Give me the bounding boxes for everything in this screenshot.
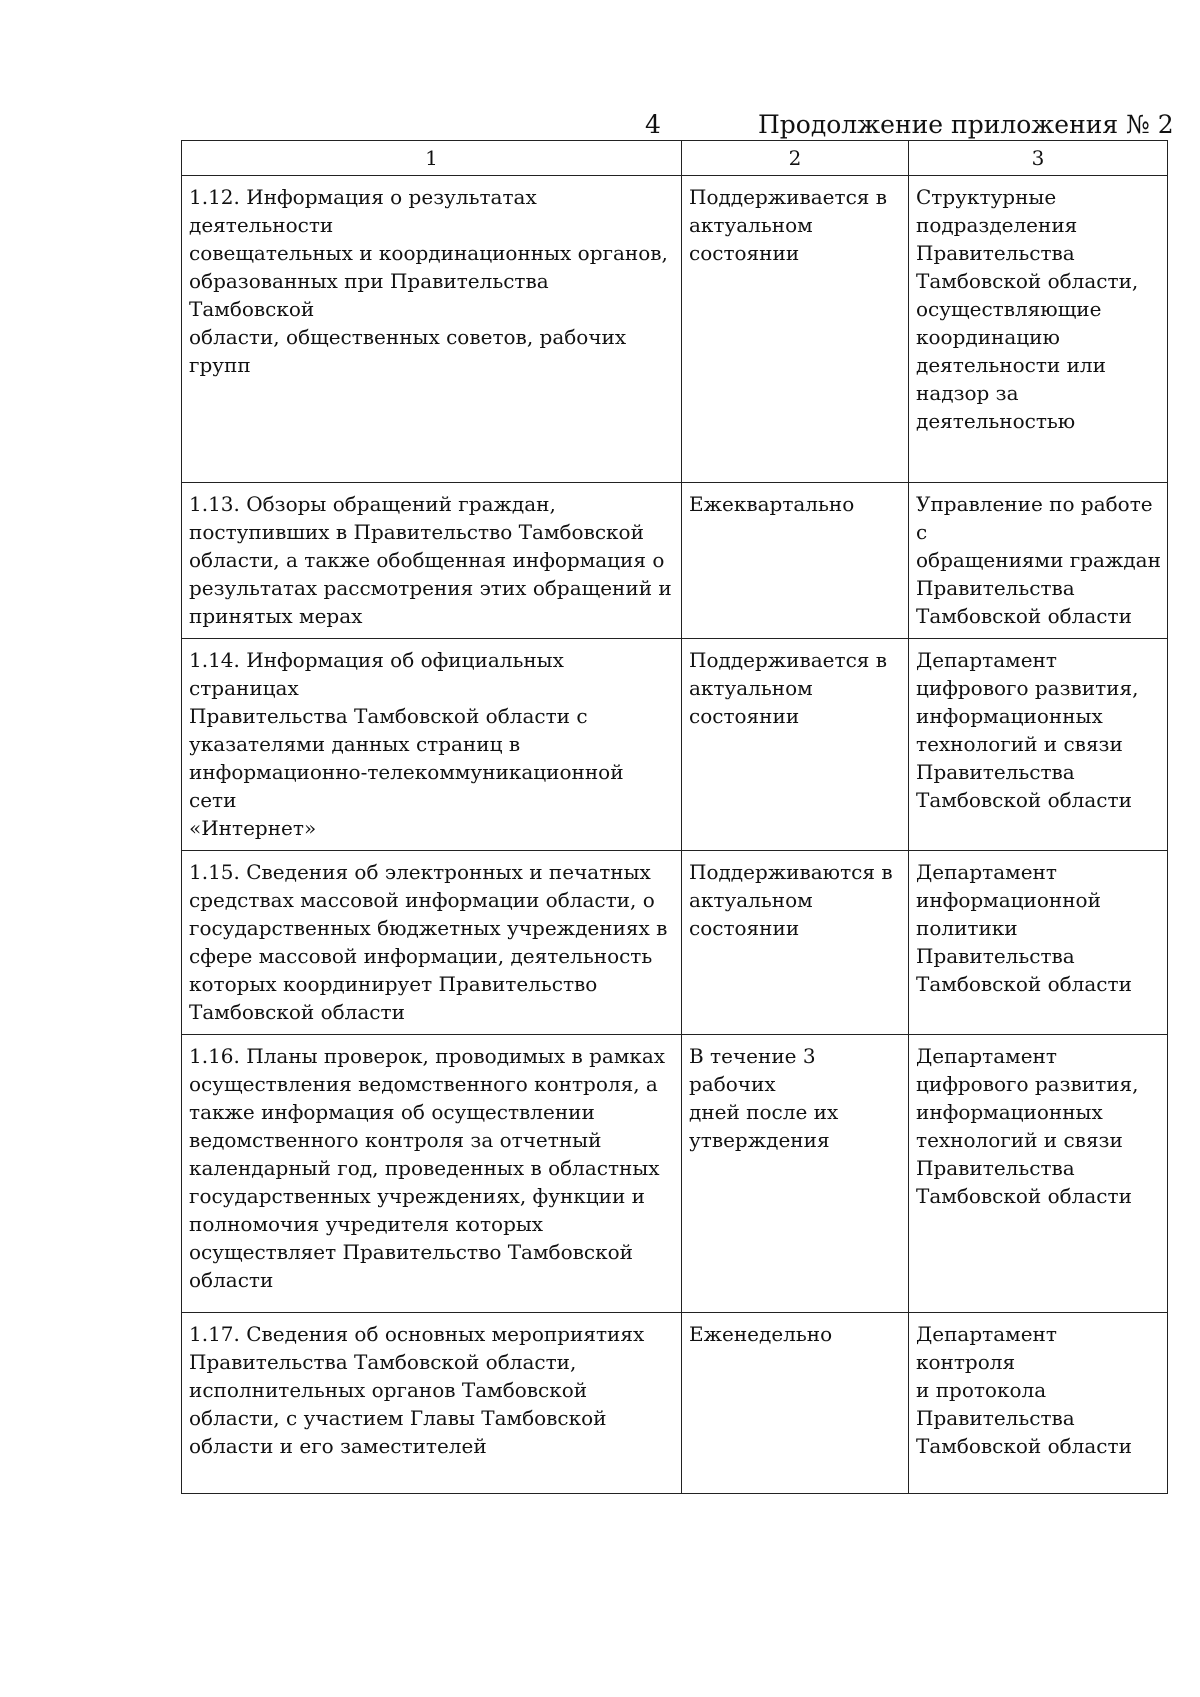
responsible-text: Управление по работе с обращениями граждан Правительства Тамбовской области: [916, 492, 1161, 628]
responsible-cell: [909, 176, 1168, 483]
item-cell: [182, 1035, 682, 1313]
frequency-text: Поддерживается в актуальном состоянии: [689, 185, 887, 265]
item-text: 1.12. Информация о результатах деятельности совещательных и координационных органов, образованных при Правительства Тамбовской области, общественных советов, рабочих групп: [189, 185, 668, 377]
item-text: 1.15. Сведения об электронных и печатных средствах массовой информации области, о государственных бюджетных учреждениях в сфере массовой информации, деятельность которых координирует Правительство Тамбовской области: [189, 860, 668, 1024]
table-row: [182, 1313, 1168, 1494]
appendix-continuation-title: Продолжение приложения № 2: [758, 110, 1174, 139]
item-text: 1.16. Планы проверок, проводимых в рамках осуществления ведомственного контроля, а также информация об осуществлении ведомственного контроля за отчетный календарный год, проведенных в областных государственных учреждениях, функции и полномочия учредителя которых осуществляет Правительство Тамбовской области: [189, 1044, 666, 1292]
item-text: 1.13. Обзоры обращений граждан, поступивших в Правительство Тамбовской области, а также обобщенная информация о результатах рассмотрения этих обращений и принятых мерах: [189, 492, 672, 628]
frequency-text: Еженедельно: [689, 1322, 833, 1346]
table-row: [182, 639, 1168, 851]
column-header: 1: [182, 141, 682, 176]
table-row: [182, 483, 1168, 639]
item-cell: [182, 176, 682, 483]
responsible-cell: [909, 1313, 1168, 1494]
responsible-cell: [909, 483, 1168, 639]
frequency-cell: [682, 1035, 909, 1313]
table-row: [182, 176, 1168, 483]
responsible-text: Департамент цифрового развития, информационных технологий и связи Правительства Тамбовской области: [916, 1044, 1139, 1208]
frequency-text: Поддерживаются в актуальном состоянии: [689, 860, 893, 940]
table-header-row: [182, 141, 1168, 176]
responsible-text: Структурные подразделения Правительства Тамбовской области, осуществляющие координацию деятельности или надзор за деятельностью: [916, 185, 1139, 433]
frequency-text: Поддерживается в актуальном состоянии: [689, 648, 887, 728]
responsible-cell: [909, 851, 1168, 1035]
page-number: 4: [645, 110, 661, 139]
column-header: 2: [682, 141, 909, 176]
frequency-text: Ежеквартально: [689, 492, 855, 516]
responsible-text: Департамент контроля и протокола Правительства Тамбовской области: [916, 1322, 1132, 1458]
frequency-cell: [682, 483, 909, 639]
responsible-cell: [909, 1035, 1168, 1313]
responsible-cell: [909, 639, 1168, 851]
frequency-cell: [682, 1313, 909, 1494]
table-row: [182, 1035, 1168, 1313]
frequency-text: В течение 3 рабочих дней после их утверждения: [689, 1044, 839, 1152]
item-text: 1.17. Сведения об основных мероприятиях Правительства Тамбовской области, исполнительных органов Тамбовской области, с участием Главы Тамбовской области и его заместителей: [189, 1322, 645, 1458]
item-text: 1.14. Информация об официальных страницах Правительства Тамбовской области с указателями данных страниц в информационно-телекоммуникационной сети «Интернет»: [189, 648, 624, 840]
responsible-text: Департамент цифрового развития, информационных технологий и связи Правительства Тамбовской области: [916, 648, 1139, 812]
item-cell: [182, 851, 682, 1035]
frequency-cell: [682, 851, 909, 1035]
frequency-cell: [682, 176, 909, 483]
frequency-cell: [682, 639, 909, 851]
responsible-text: Департамент информационной политики Правительства Тамбовской области: [916, 860, 1132, 996]
table-row: [182, 851, 1168, 1035]
item-cell: [182, 639, 682, 851]
item-cell: [182, 1313, 682, 1494]
item-cell: [182, 483, 682, 639]
appendix-table: [181, 140, 1168, 1494]
column-header: 3: [909, 141, 1168, 176]
